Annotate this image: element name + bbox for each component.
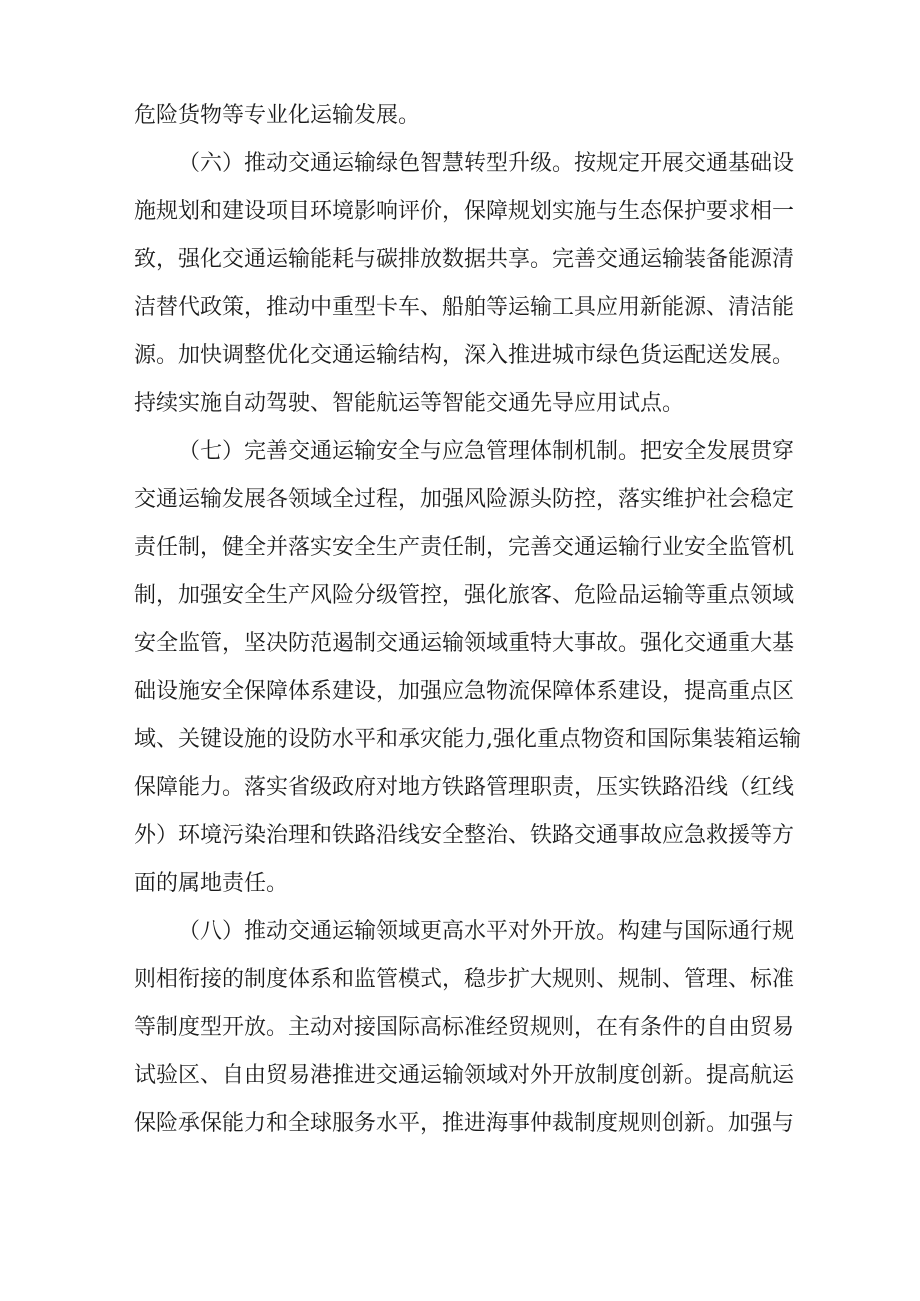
text-line: 致，强化交通运输能耗与碳排放数据共享。完善交通运输装备能源清 <box>134 247 795 272</box>
paragraph-6-green-smart-transport <box>134 140 794 428</box>
text-line: 等制度型开放。主动对接国际高标准经贸规则，在有条件的自由贸易 <box>134 1015 795 1040</box>
document-body <box>134 92 801 1148</box>
text-line: 保险承保能力和全球服务水平，推进海事仲裁制度规则创新。加强与 <box>134 1111 795 1136</box>
text-line: 域、关键设施的设防水平和承灾能力,强化重点物资和国际集装箱运输 <box>134 727 801 752</box>
text-line: 则相衔接的制度体系和监管模式，稳步扩大规则、规制、管理、标准 <box>134 967 795 992</box>
paragraph-7-safety-emergency <box>134 428 801 908</box>
text-line: （七）完善交通运输安全与应急管理体制机制。把安全发展贯穿 <box>178 439 795 464</box>
text-line: （八）推动交通运输领域更高水平对外开放。构建与国际通行规 <box>178 919 795 944</box>
text-line: 持续实施自动驾驶、智能航运等智能交通先导应用试点。 <box>134 391 685 416</box>
text-line: 保障能力。落实省级政府对地方铁路管理职责，压实铁路沿线（红线 <box>134 775 795 800</box>
text-line: 施规划和建设项目环境影响评价，保障规划实施与生态保护要求相一 <box>134 199 795 224</box>
text-line: 源。加快调整优化交通运输结构，深入推进城市绿色货运配送发展。 <box>134 343 795 368</box>
paragraph-continuation <box>134 92 794 140</box>
text-line: 安全监管，坚决防范遏制交通运输领域重特大事故。强化交通重大基 <box>134 631 795 656</box>
text-line: 责任制，健全并落实安全生产责任制，完善交通运输行业安全监管机 <box>134 535 795 560</box>
text-line: 制，加强安全生产风险分级管控，强化旅客、危险品运输等重点领域 <box>134 583 795 608</box>
text-line: 交通运输发展各领域全过程，加强风险源头防控，落实维护社会稳定 <box>134 487 795 512</box>
text-line: 危险货物等专业化运输发展。 <box>134 103 421 128</box>
text-line: 础设施安全保障体系建设，加强应急物流保障体系建设，提高重点区 <box>134 679 795 704</box>
text-line: 试验区、自由贸易港推进交通运输领域对外开放制度创新。提高航运 <box>134 1063 795 1088</box>
text-line: 面的属地责任。 <box>134 871 289 896</box>
paragraph-8-opening-up <box>134 908 794 1148</box>
text-line: 外）环境污染治理和铁路沿线安全整治、铁路交通事故应急救援等方 <box>134 823 795 848</box>
text-line: 洁替代政策，推动中重型卡车、船舶等运输工具应用新能源、清洁能 <box>134 295 795 320</box>
text-line: （六）推动交通运输绿色智慧转型升级。按规定开展交通基础设 <box>178 151 795 176</box>
